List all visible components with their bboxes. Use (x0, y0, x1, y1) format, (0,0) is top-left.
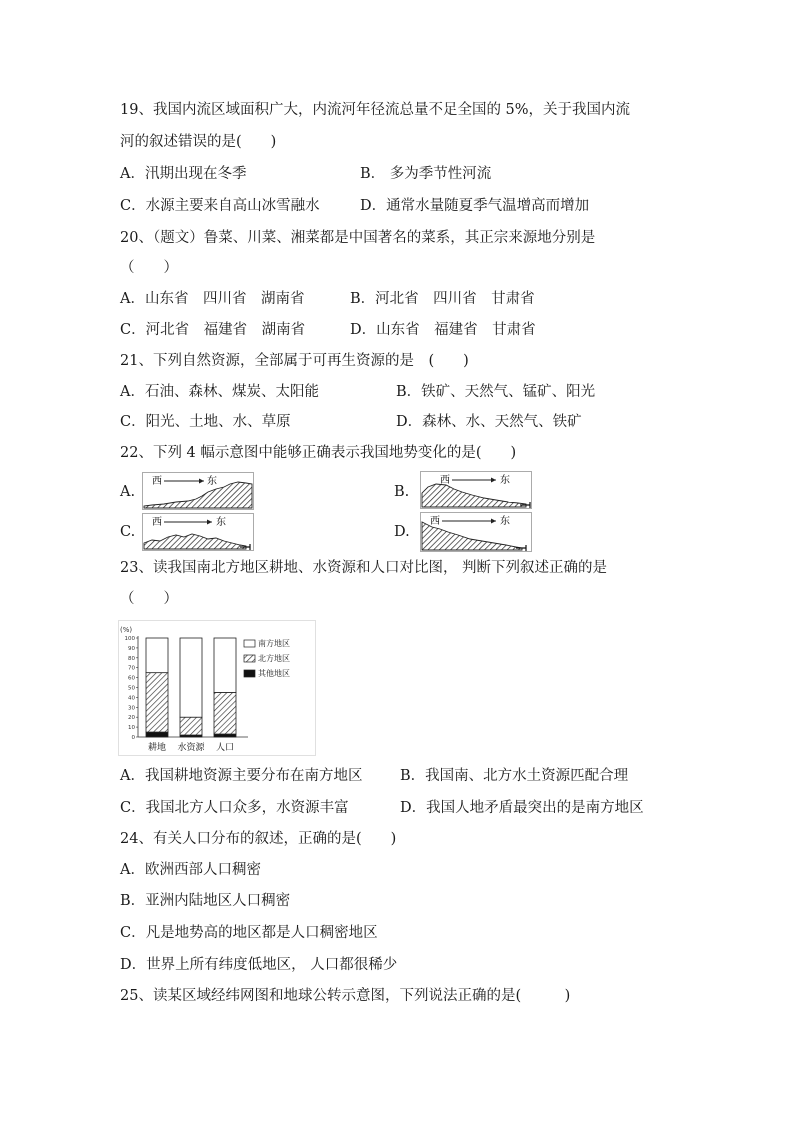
east-label: 东 (207, 476, 217, 487)
east-label: 东 (500, 475, 510, 486)
q21-stem: 21、下列自然资源，全部属于可再生资源的是 ( ) (120, 353, 469, 369)
legend-label: 北方地区 (258, 654, 290, 663)
x-category-label: 水资源 (177, 743, 205, 753)
q25-stem: 25、读某区域经纬网图和地球公转示意图，下列说法正确的是( ) (120, 988, 571, 1004)
legend-label: 其他地区 (258, 669, 290, 678)
q24-option-c: C．凡是地势高的地区都是人口稠密地区 (120, 925, 378, 941)
west-label: 西 (440, 475, 450, 486)
bar-segment (146, 638, 168, 673)
y-tick-label: 10 (128, 725, 135, 732)
q21-option-c: C．阳光、土地、水、草原 (120, 414, 291, 430)
q22-stem: 22、下列 4 幅示意图中能够正确表示我国地势变化的是( ) (120, 445, 517, 461)
q20-option-a: A．山东省 四川省 湖南省 (120, 291, 305, 307)
y-tick-label: 100 (124, 636, 135, 642)
q19-option-b: B． 多为季节性河流 (360, 166, 492, 182)
q19-option-c: C．水源主要来自高山冰雪融水 (120, 198, 320, 214)
east-label: 东 (216, 517, 226, 528)
bar-segment (214, 734, 236, 737)
bar-segment (180, 638, 202, 717)
legend-label: 南方地区 (258, 639, 290, 648)
q22-label-d: D. (394, 524, 410, 540)
legend-swatch (244, 655, 255, 662)
q22-profile-d (420, 512, 532, 552)
q20-stem-line2: （ ） (120, 260, 178, 276)
bar-segment (146, 673, 168, 732)
q22-label-b: B. (394, 484, 410, 500)
y-tick-label: 80 (128, 655, 135, 662)
q24-option-a: A．欧洲西部人口稠密 (120, 862, 261, 878)
y-tick-label: 90 (128, 645, 135, 652)
east-label: 东 (500, 516, 510, 527)
bar-segment (146, 732, 168, 737)
q24-option-d: D．世界上所有纬度低地区， 人口都很稀少 (120, 957, 398, 973)
legend-swatch (244, 670, 255, 677)
q23-stem-line2: （ ） (120, 591, 178, 607)
x-category-label: 人口 (215, 743, 235, 753)
west-label: 西 (152, 476, 162, 487)
q20-option-b: B．河北省 四川省 甘肃省 (350, 291, 535, 307)
bar-segment (214, 638, 236, 692)
y-tick-label: 40 (128, 695, 135, 702)
q19-stem-line1: 19、我国内流区域面积广大，内流河年径流总量不足全国的 5%，关于我国内流 (120, 102, 631, 118)
y-tick-label: 60 (128, 675, 135, 682)
q24-stem: 24、有关人口分布的叙述，正确的是( ) (120, 831, 397, 847)
q22-label-c: C. (120, 524, 136, 540)
q23-option-b: B．我国南、北方水土资源匹配合理 (400, 768, 629, 784)
q19-option-a: A．汛期出现在冬季 (120, 166, 247, 182)
west-label: 西 (430, 516, 440, 527)
west-label: 西 (152, 517, 162, 528)
q20-stem-line1: 20、（题文）鲁菜、川菜、湘菜都是中国著名的菜系，其正宗来源地分别是 (120, 230, 596, 246)
q21-option-d: D．森林、水、天然气、铁矿 (396, 414, 582, 430)
bar-segment (180, 717, 202, 735)
q22-label-a: A. (120, 484, 136, 500)
q23-option-c: C．我国北方人口众多，水资源丰富 (120, 800, 349, 816)
y-tick-label: 20 (128, 715, 135, 722)
y-axis-unit: (%) (120, 626, 133, 634)
q21-option-b: B．铁矿、天然气、锰矿、阳光 (396, 384, 596, 400)
y-tick-label: 70 (128, 665, 135, 672)
y-tick-label: 50 (128, 685, 135, 692)
q20-option-d: D．山东省 福建省 甘肃省 (350, 322, 536, 338)
stacked-bar-chart (118, 620, 316, 756)
q24-option-b: B．亚洲内陆地区人口稠密 (120, 893, 291, 909)
q21-option-a: A．石油、森林、煤炭、太阳能 (120, 384, 319, 400)
bar-segment (214, 692, 236, 734)
legend-swatch (244, 640, 255, 647)
y-tick-label: 30 (128, 705, 135, 712)
q19-stem-line2: 河的叙述错误的是( ) (120, 134, 277, 150)
q23-stem-line1: 23、读我国南北方地区耕地、水资源和人口对比图， 判断下列叙述正确的是 (120, 560, 608, 576)
q23-option-a: A．我国耕地资源主要分布在南方地区 (120, 768, 363, 784)
x-category-label: 耕地 (147, 743, 167, 753)
q19-option-d: D．通常水量随夏季气温增高而增加 (360, 198, 590, 214)
q22-profile-a (142, 472, 254, 510)
q23-option-d: D．我国人地矛盾最突出的是南方地区 (400, 800, 644, 816)
q20-option-c: C．河北省 福建省 湖南省 (120, 322, 306, 338)
q22-profile-c (142, 513, 254, 551)
y-tick-label: 0 (131, 735, 135, 741)
q22-profile-b (420, 471, 532, 509)
